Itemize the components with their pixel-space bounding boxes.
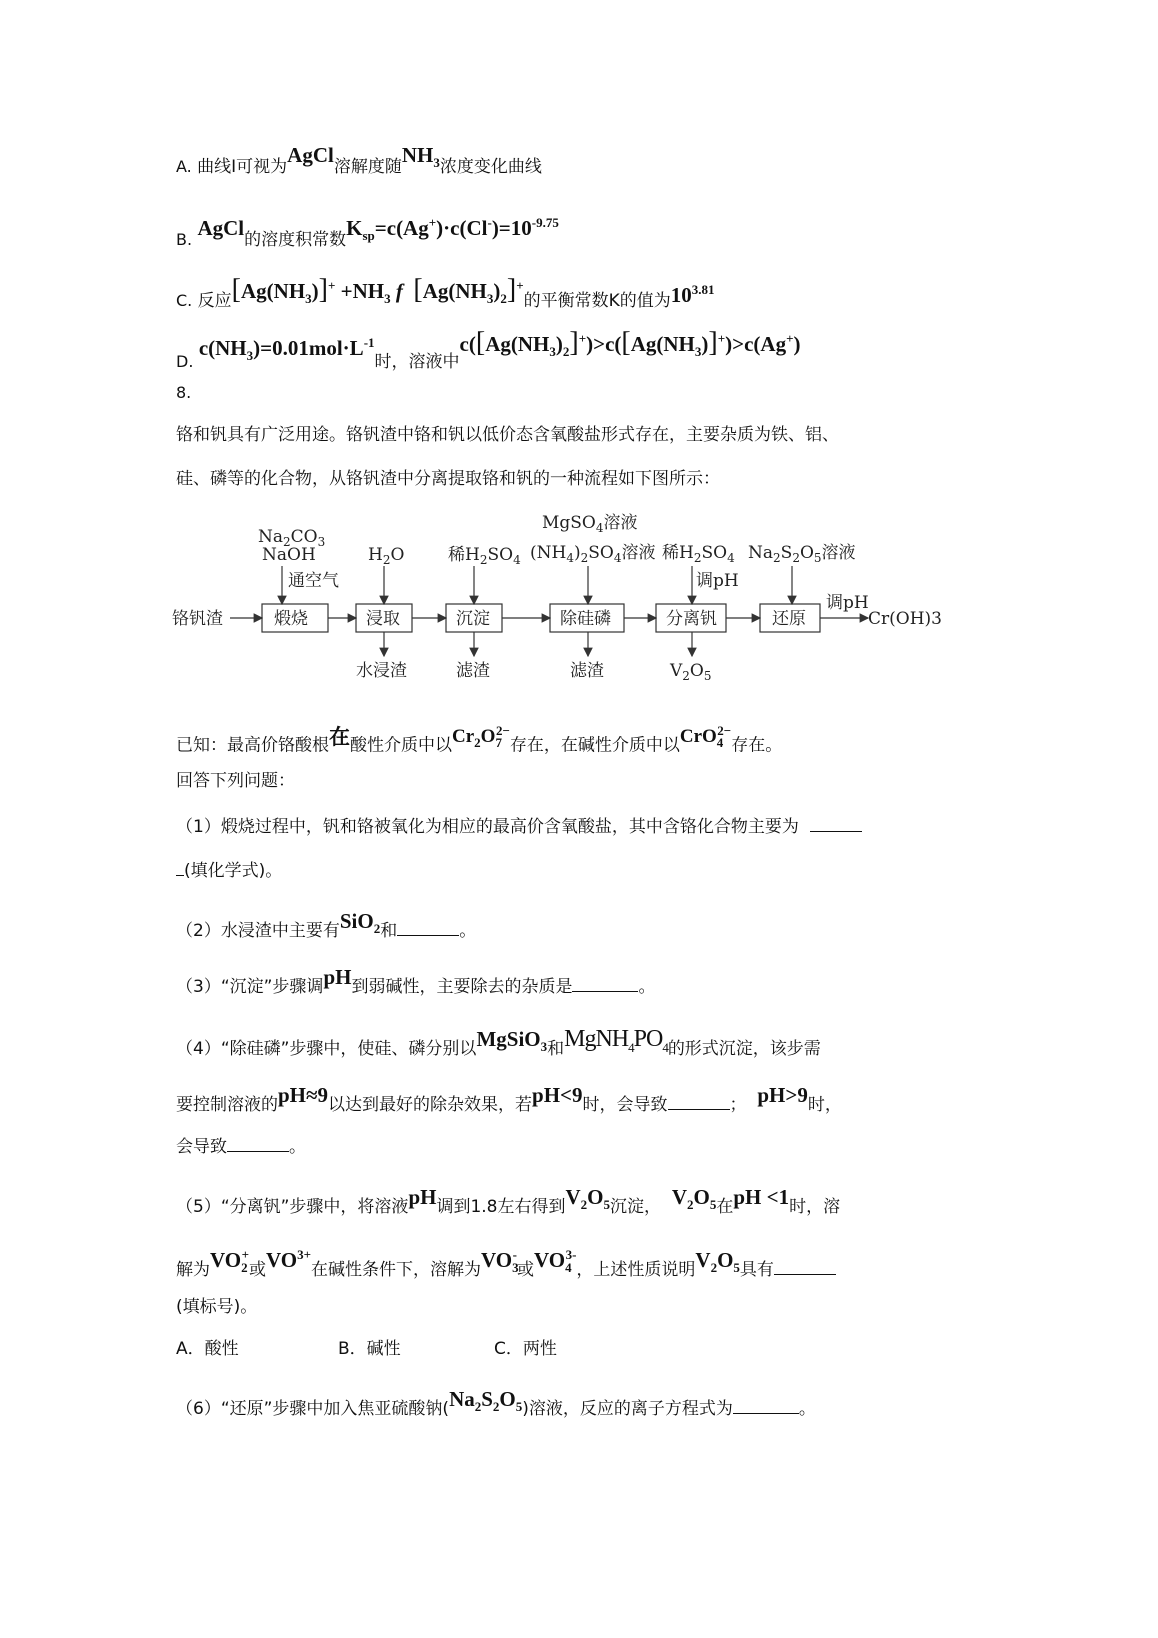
known-line: 已知：最高价铬酸根在酸性介质中以$Cr_2O_7^{2-}$存在，在碱性介质中以CrO$_4^{2-}$存在。 [176,723,783,756]
q5-vo2-formula: $VO_2^+$ [210,1247,250,1276]
option-b-label: B. [176,230,193,249]
option-a-formula-nh3: $NH_3$ [401,143,440,171]
q1-answer-blank-cont[interactable] [176,858,184,876]
q4-line2: 要控制溶液的pH≈9以达到最好的除杂效果，若pH<9时，会导致 ； pH>9时， [176,1083,842,1115]
q6-na2s2o5-formula: $Na_2S_2O_5$ [449,1387,523,1415]
option-c [176,274,715,320]
q5-vo4-formula: $VO_4^{3-}$ [533,1247,577,1276]
q2-answer-blank[interactable] [397,918,459,936]
option-d [176,327,801,381]
known-chromate-formula: CrO$_4^{2-}$ [679,723,732,751]
q1-answer-blank[interactable] [810,814,862,832]
option-b-text1: 的溶度积常数 [244,230,347,250]
flow-input-h2so4-a: 稀$H_2SO_4$ [448,545,521,567]
option-c-k-value: $10^{3.81}$ [670,282,715,307]
option-c-label: C. [176,291,193,310]
flow-step-desilicon: 除硅磷 [560,609,611,629]
option-c-reaction-formula: $[Ag(NH_3)]^+ +NH_3$ f $[Ag(NH_3)_2]^+$ [231,274,524,307]
option-d-text1: 时，溶液中 [374,352,460,372]
choice-b[interactable]: B．碱性 [338,1339,401,1359]
flow-input-mgso4: MgSO$_4$溶液 [542,513,638,535]
q5-vo3plus-formula: $VO^{3+}$ [266,1247,312,1272]
option-a-text2: 溶解度随 [333,157,402,177]
q5-line2: 解为$VO_2^+$或$VO^{3+}$在碱性条件下，溶解为$VO_3^-$或$VO_4^{3-}$，上述性质说明$V_2O_5$具有 [176,1250,836,1289]
q4-ph-greater-9: pH>9 [757,1083,808,1107]
q4-line3: 会导致 。 [176,1134,306,1160]
option-d-concentration-formula: $c(NH_3)=0.01mol\cdot L^{-1}$ [198,335,375,364]
q5-answer-blank[interactable] [774,1257,836,1275]
q5-line3: (填标号)。 [176,1297,258,1317]
q2-sio2-formula: SiO$_2$ [339,909,381,937]
known-dichromate-formula: $Cr_2O_7^{2-}$ [452,723,510,751]
option-b-ksp-formula: $K_{sp}=c(Ag^+)\cdot c(Cl^-)=10^{-9.75}$ [346,215,559,244]
flow-step-precipitate: 沉淀 [456,609,490,629]
option-c-text1: 反应 [197,291,232,311]
q4-line1: （4）“除硅磷”步骤中，使硅、磷分别以MgSiO$_3$和$MgNH_4PO_4$的形式沉淀，该步需 [176,1026,821,1059]
q5-line1: （5）“分离钒”步骤中，将溶液pH调到1.8左右得到$V_2O_5$沉淀， $V_2O_5$在pH <1时，溶 [176,1185,841,1217]
answer-prompt: 回答下列问题： [176,771,295,791]
option-a [176,143,542,186]
process-flowchart [170,513,950,698]
q3-line: （3）“沉淀”步骤调pH到弱碱性，主要除去的杂质是 。 [176,965,656,997]
q5-ph-lt-1: pH <1 [733,1185,790,1209]
flow-output-v2o5: $V_2O_5$ [670,661,712,683]
flow-start: 铬钒渣 [172,609,223,629]
option-b-formula-agcl: AgCl [197,216,245,240]
q5-choices [176,1336,557,1362]
choice-c[interactable]: C．两性 [494,1339,557,1359]
flow-input-h2o: $H_2O$ [368,545,405,567]
q3-answer-blank[interactable] [572,974,638,992]
question-intro-line1: 铬和钒具有广泛用途。铬钒渣中铬和钒以低价态含氧酸盐形式存在，主要杂质为铁、铝、 [176,425,839,445]
q4-mgsio3-formula: MgSiO$_3$ [476,1027,548,1055]
flow-input-na2co3: $Na_2CO_3$ [258,527,326,549]
flow-step-calcine: 煅烧 [274,609,308,629]
option-c-text2: 的平衡常数K的值为 [523,291,671,311]
q4-answer-blank-1[interactable] [668,1092,730,1110]
option-a-formula-agcl: AgCl [287,143,334,167]
flow-input-nh4so4: $(NH_4)_2SO_4$溶液 [530,543,656,565]
q6-answer-blank[interactable] [733,1396,799,1414]
flow-input-h2so4-b: 稀$H_2SO_4$ [662,543,735,565]
flow-output-residue-2: 滤渣 [570,661,604,681]
option-a-text1: 曲线I可视为 [197,157,288,177]
flow-note-ph: 调pH [696,571,739,591]
question-intro-line2: 硅、磷等的化合物，从铬钒渣中分离提取铬和钒的一种流程如下图所示： [176,469,720,489]
q2-line: （2）水浸渣中主要有SiO$_2$和 。 [176,909,477,941]
option-d-order-formula: $c([Ag(NH_3)_2]^+)>c([Ag(NH_3)]^+)>c(Ag^+)$ [459,327,801,360]
flow-output-residue-1: 滤渣 [456,661,490,681]
q4-mgnh4po4-formula: $MgNH_4PO_4$ [564,1026,668,1055]
question-number: 8. [176,383,192,402]
q5-v2o5-formula-1: $V_2O_5$ [565,1185,611,1213]
choice-a[interactable]: A．酸性 [176,1339,239,1359]
option-a-label: A. [176,157,192,176]
option-d-label: D. [176,352,194,371]
q1-line2: (填化学式)。 [176,858,282,884]
q5-v2o5-formula-3: $V_2O_5$ [695,1248,740,1276]
q3-ph-formula: pH [323,965,352,989]
flow-final-note: 调pH [826,593,869,613]
q4-answer-blank-2[interactable] [227,1134,289,1152]
flow-product: Cr(OH)3 [868,609,942,629]
flow-note-air: 通空气 [288,571,339,591]
flow-step-reduce: 还原 [772,609,806,629]
q5-ph-formula: pH [408,1185,437,1209]
known-zai: 在 [329,725,350,750]
option-b [176,215,559,259]
q4-ph9-formula: pH≈9 [278,1083,329,1107]
q5-v2o5-formula-2: $V_2O_5$ [671,1185,717,1213]
flow-step-separate-v: 分离钒 [666,609,717,629]
q5-vo3-formula: $VO_3^-$ [481,1247,519,1276]
q6-line: （6）“还原”步骤中加入焦亚硫酸钠$(Na_2S_2O_5)$溶液，反应的离子方程式为 。 [176,1387,816,1419]
flow-step-leach: 浸取 [366,609,400,629]
flow-output-residue-water: 水浸渣 [356,661,407,681]
flow-input-naoh: NaOH [262,545,316,565]
q4-ph-less-9: pH<9 [532,1083,583,1107]
flow-input-na2s2o5: $Na_2S_2O_5$溶液 [748,543,856,565]
option-a-text3: 浓度变化曲线 [439,157,542,177]
q1-line1: （1）煅烧过程中，钒和铬被氧化为相应的最高价含氧酸盐，其中含铬化合物主要为 [176,814,862,840]
